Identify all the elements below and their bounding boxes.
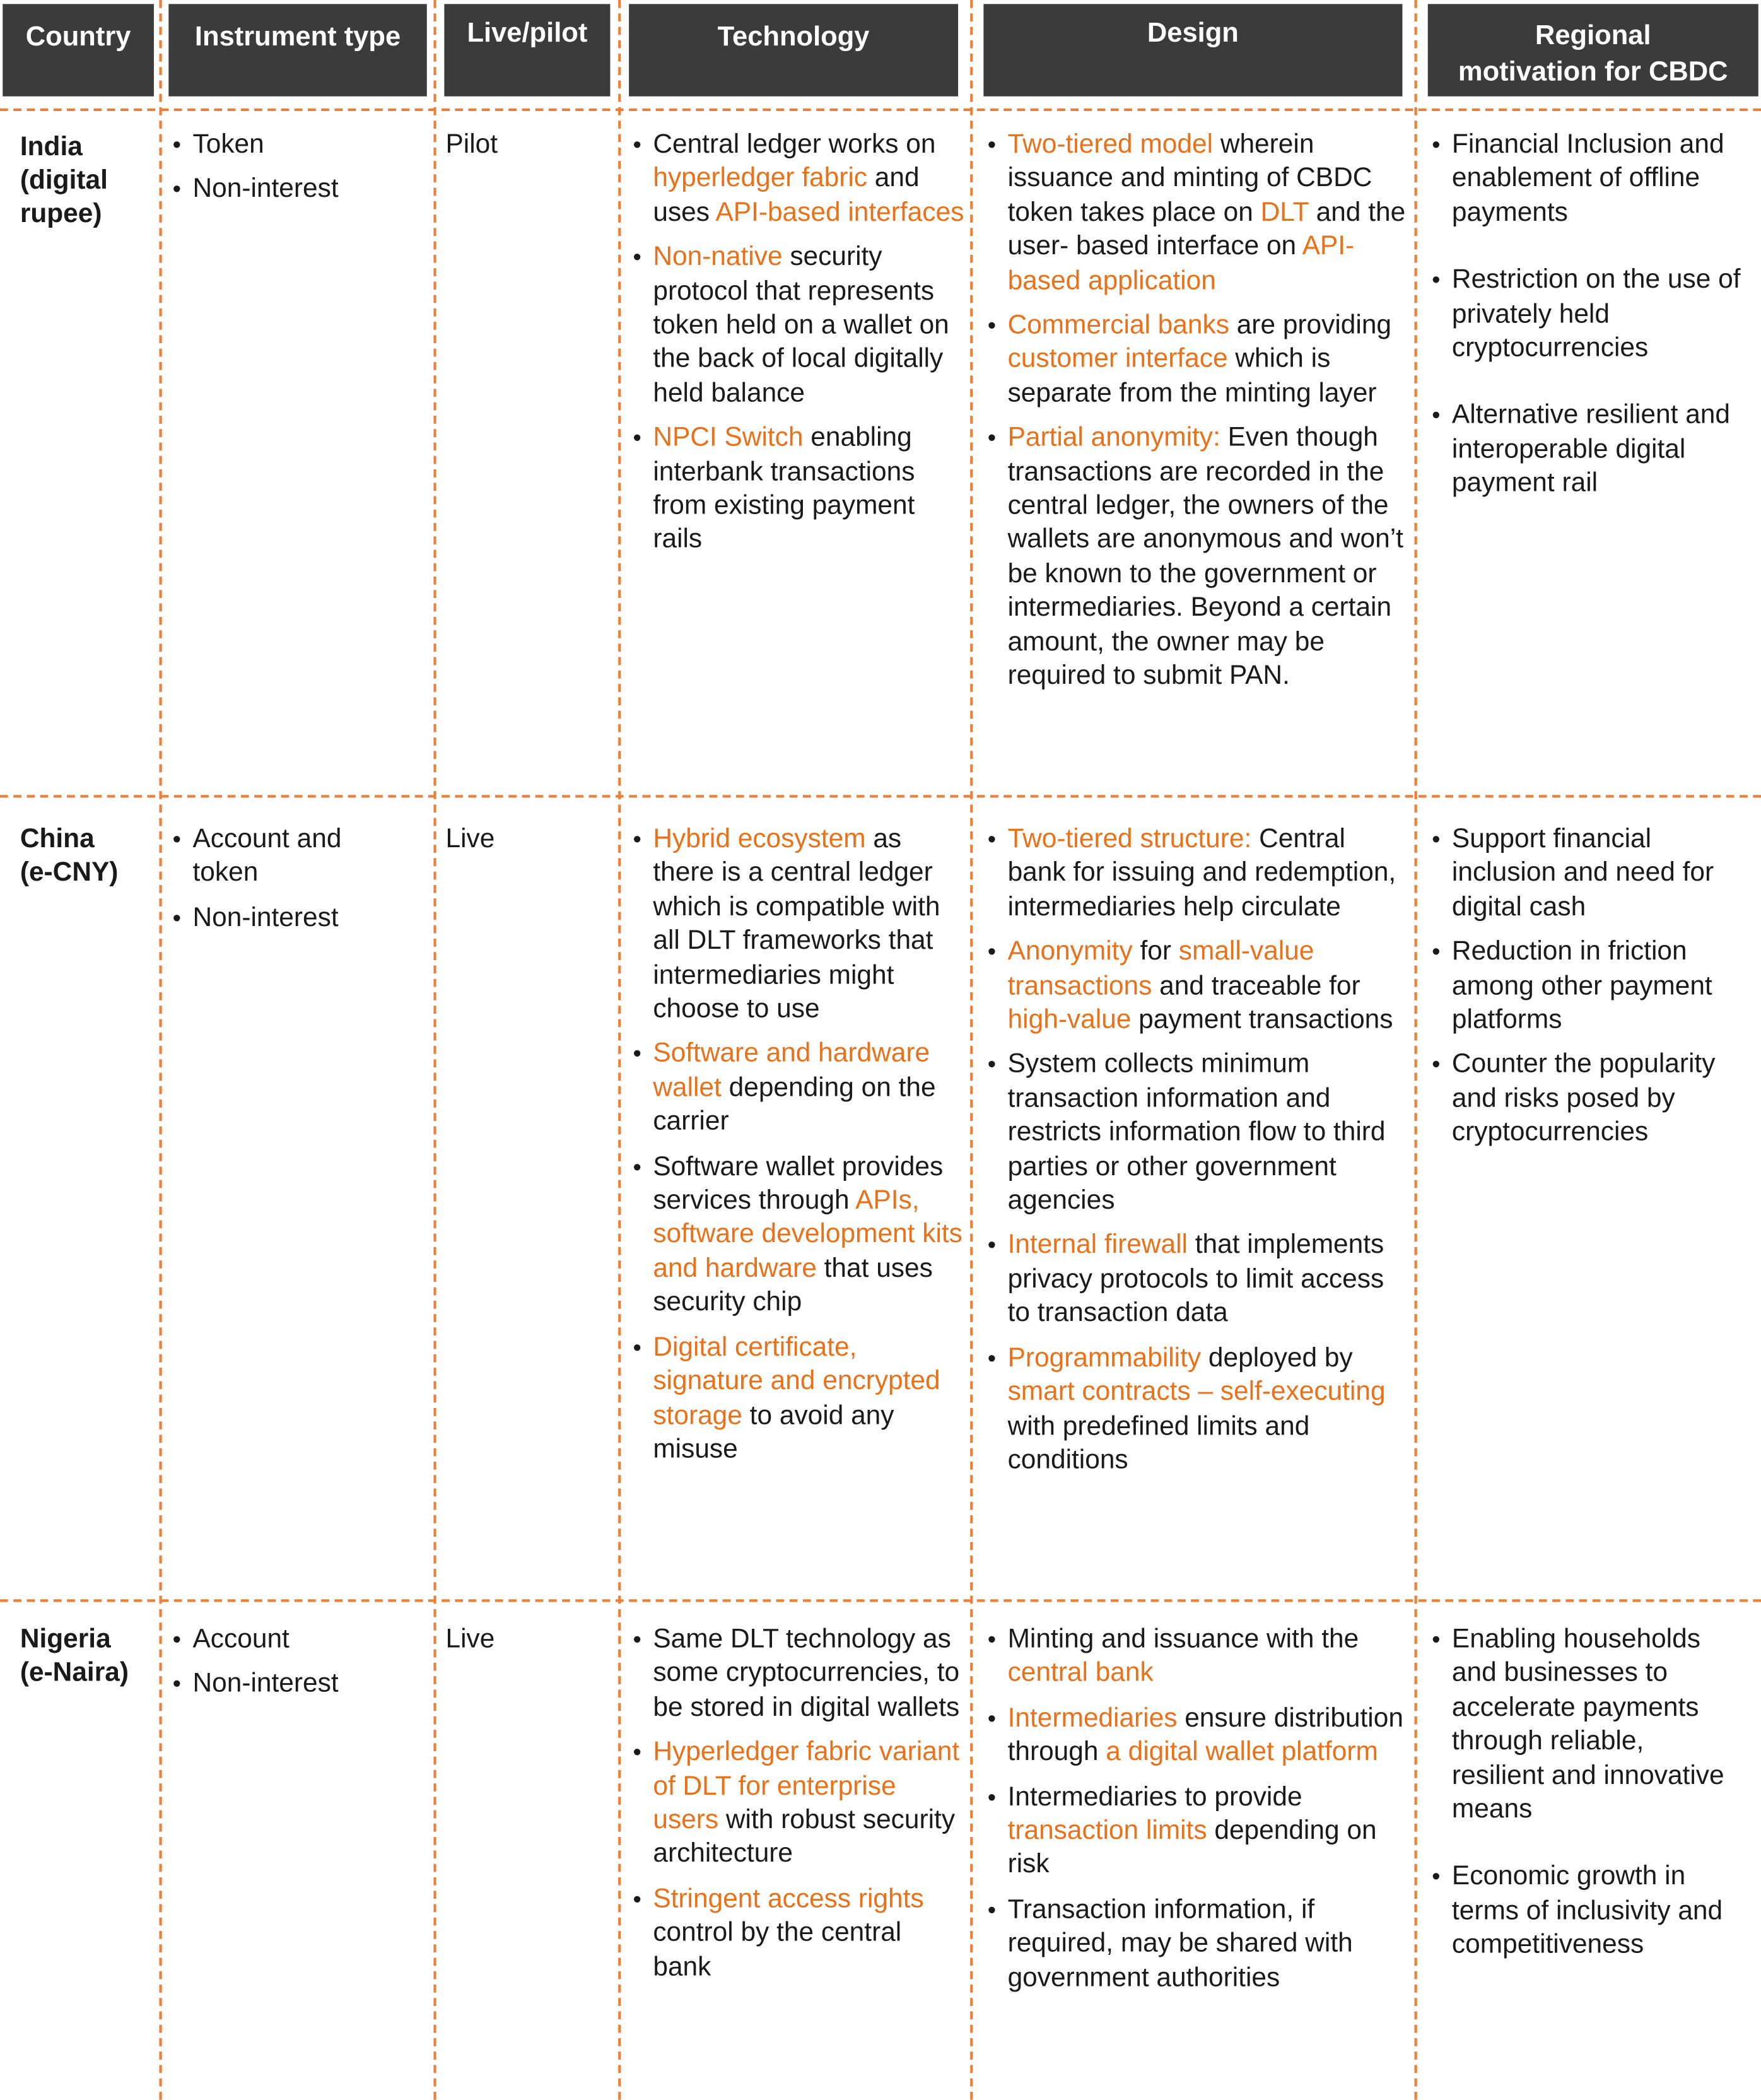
body-text: Minting and issuance with the xyxy=(1007,1624,1359,1655)
motivation-list xyxy=(1430,1624,1738,1997)
highlight-text: small-value transactions xyxy=(1007,937,1314,1001)
body-text: which is separate from the minting layer xyxy=(1007,344,1377,408)
highlight-text: a digital wallet platform xyxy=(1106,1737,1378,1767)
body-text: security protocol that represents token held on a wallet on the back of local digitally held balance xyxy=(653,242,949,408)
technology-list xyxy=(631,1624,966,1996)
row-divider xyxy=(0,795,1761,797)
list-item: • Account xyxy=(172,1624,426,1658)
highlight-text: Commercial banks xyxy=(1007,310,1229,340)
highlight-text: hyperledger fabric xyxy=(653,163,867,194)
list-item xyxy=(631,241,966,411)
highlight-text: central bank xyxy=(1007,1658,1154,1689)
list-item: • Non-interest xyxy=(172,902,372,936)
list-item xyxy=(986,1781,1409,1883)
column-divider xyxy=(970,0,973,2100)
highlight-text: Stringent access rights xyxy=(653,1884,924,1914)
list-item xyxy=(1430,1048,1754,1151)
body-text: Reduction in friction among other payment platforms xyxy=(1451,937,1712,1035)
body-text: ensure distribution through xyxy=(1007,1703,1403,1767)
list-item xyxy=(631,1151,969,1321)
list-item xyxy=(631,129,966,231)
list-item xyxy=(986,936,1409,1038)
instrument-list xyxy=(172,129,426,218)
row-divider xyxy=(0,1599,1761,1602)
list-item xyxy=(1430,1624,1738,1827)
body-text: Transaction information, if required, may be shared with government authorities xyxy=(1007,1894,1353,1993)
list-item xyxy=(1430,936,1754,1038)
body-text: Financial Inclusion and enablement of offline payments xyxy=(1451,129,1724,228)
status-nigeria: Live xyxy=(445,1624,495,1655)
body-text: Intermediaries to provide xyxy=(1007,1782,1302,1812)
list-item xyxy=(1430,264,1754,366)
status-china: Live xyxy=(445,824,495,854)
highlight-text: Programmability xyxy=(1007,1343,1202,1373)
body-text: control by the central bank xyxy=(653,1918,902,1982)
body-text: and traceable for xyxy=(1152,971,1360,1001)
body-text: System collects minimum transaction information and restricts information flow to third parties or other government agencies xyxy=(1007,1050,1386,1216)
header-instrument-type: Instrument type xyxy=(168,4,426,96)
body-text: Same DLT technology as some cryptocurrencies, to be stored in digital wallets xyxy=(653,1624,960,1723)
country-nigeria: Nigeria (e-Naira) xyxy=(20,1624,129,1688)
list-item xyxy=(986,1702,1409,1770)
highlight-text: Non-native xyxy=(653,242,783,273)
highlight-text: Internal firewall xyxy=(1007,1230,1188,1260)
highlight-text: Hyperledger fabric variant of DLT for enterprise users xyxy=(653,1737,960,1835)
highlight-text: transaction limits xyxy=(1007,1816,1207,1846)
column-divider xyxy=(433,0,436,2100)
list-item xyxy=(986,823,1409,925)
highlight-text: API-based application xyxy=(1007,232,1355,296)
header-design: Design xyxy=(983,4,1402,96)
country-china: China (e-CNY) xyxy=(20,824,119,888)
list-item xyxy=(631,1331,969,1467)
list-item xyxy=(631,1624,966,1726)
list-item xyxy=(986,1048,1409,1219)
highlight-text: DLT xyxy=(1260,197,1309,228)
list-item: • Token xyxy=(172,129,426,163)
header-country: Country xyxy=(3,4,154,96)
list-item xyxy=(631,422,966,558)
list-item xyxy=(986,1624,1409,1692)
highlight-text: Two-tiered structure: xyxy=(1007,824,1252,854)
instrument-list xyxy=(172,823,372,947)
highlight-text: NPCI Switch xyxy=(653,423,804,453)
body-text: for xyxy=(1132,937,1179,967)
list-item xyxy=(986,1229,1409,1332)
list-item xyxy=(631,1038,969,1140)
body-text: with predefined limits and conditions xyxy=(1007,1411,1310,1475)
body-text: Economic growth in terms of inclusivity and competitiveness xyxy=(1451,1862,1723,1960)
body-text: Software wallet provides services through xyxy=(653,1151,944,1216)
list-item: • Non-interest xyxy=(172,173,426,208)
list-item xyxy=(1430,823,1754,925)
motivation-list xyxy=(1430,129,1754,535)
body-text: that uses security chip xyxy=(653,1253,933,1318)
list-item xyxy=(986,1894,1409,1996)
body-text: and the user- based interface on xyxy=(1007,197,1406,262)
list-item xyxy=(986,309,1409,411)
body-text: that implements privacy protocols to limit access to transaction data xyxy=(1007,1230,1384,1329)
body-text: deployed by xyxy=(1201,1343,1353,1373)
status-india: Pilot xyxy=(445,129,498,160)
list-item xyxy=(1430,129,1754,231)
body-text: as there is a central ledger which is compatible with all DLT frameworks that intermediaries might choose to use xyxy=(653,824,940,1024)
technology-list xyxy=(631,129,966,569)
list-item xyxy=(631,1883,966,1985)
highlight-text: Intermediaries xyxy=(1007,1703,1178,1733)
row-divider xyxy=(0,109,1761,111)
design-list xyxy=(986,1624,1409,2007)
highlight-text: smart contracts – self-executing xyxy=(1007,1377,1386,1407)
highlight-text: Partial anonymity: xyxy=(1007,423,1220,453)
header-technology: Technology xyxy=(629,4,958,96)
highlight-text: API-based interfaces xyxy=(715,197,964,228)
body-text: Enabling households and businesses to accelerate payments through reliable, resilient and innovative means xyxy=(1451,1624,1724,1824)
body-text: enabling interbank transactions from existing payment rails xyxy=(653,423,915,555)
list-item: • Account and token xyxy=(172,823,372,891)
column-divider xyxy=(1415,0,1417,2100)
list-item xyxy=(631,823,969,1027)
list-item xyxy=(631,1736,966,1872)
highlight-text: customer interface xyxy=(1007,344,1228,374)
highlight-text: Software and hardware wallet xyxy=(653,1039,930,1103)
highlight-text: Anonymity xyxy=(1007,937,1133,967)
body-text: with robust security architecture xyxy=(653,1805,956,1869)
list-item xyxy=(986,129,1409,299)
body-text: and uses xyxy=(653,163,920,228)
highlight-text: APIs, software development kits and hardware xyxy=(653,1185,962,1284)
body-text: Alternative resilient and interoperable digital payment rail xyxy=(1451,401,1730,498)
body-text: wherein issuance and minting of CBDC token takes place on xyxy=(1007,129,1372,228)
highlight-text: Digital certificate, signature and encrypted storage xyxy=(653,1332,940,1430)
list-item xyxy=(1430,399,1754,502)
motivation-list xyxy=(1430,823,1754,1161)
body-text: payment transactions xyxy=(1131,1005,1393,1035)
body-text: Restriction on the use of privately held cryptocurrencies xyxy=(1451,265,1741,363)
column-divider xyxy=(159,0,161,2100)
body-text: to avoid any misuse xyxy=(653,1400,894,1464)
body-text: Central ledger works on xyxy=(653,129,936,160)
body-text: Central bank for issuing and redemption, intermediaries help circulate xyxy=(1007,824,1396,922)
body-text: Even though transactions are recorded in the central ledger, the owners of the wallets are anonymous and won’t be known to the government or intermediaries. Beyond a certain amount, the owner may be required to submit PAN. xyxy=(1007,423,1403,691)
body-text: depending on risk xyxy=(1007,1816,1377,1880)
body-text: depending on the carrier xyxy=(653,1073,936,1137)
list-item xyxy=(986,422,1409,694)
column-divider xyxy=(618,0,621,2100)
design-list xyxy=(986,823,1409,1489)
list-item: • Non-interest xyxy=(172,1668,426,1702)
list-item xyxy=(1430,1861,1738,1963)
highlight-text: high-value xyxy=(1007,1005,1132,1035)
header-regional-motivation: Regional motivation for CBDC xyxy=(1428,4,1758,96)
body-text: Counter the popularity and risks posed by cryptocurrencies xyxy=(1451,1050,1716,1147)
highlight-text: Hybrid ecosystem xyxy=(653,824,866,854)
technology-list xyxy=(631,823,969,1478)
instrument-list xyxy=(172,1624,426,1713)
highlight-text: Two-tiered model xyxy=(1007,129,1214,160)
design-list xyxy=(986,129,1409,705)
list-item xyxy=(986,1342,1409,1478)
country-india: India (digital rupee) xyxy=(20,132,108,229)
header-live-pilot: Live/pilot xyxy=(444,4,610,96)
body-text: Support financial inclusion and need for digital cash xyxy=(1451,824,1714,922)
body-text: are providing xyxy=(1229,310,1392,340)
